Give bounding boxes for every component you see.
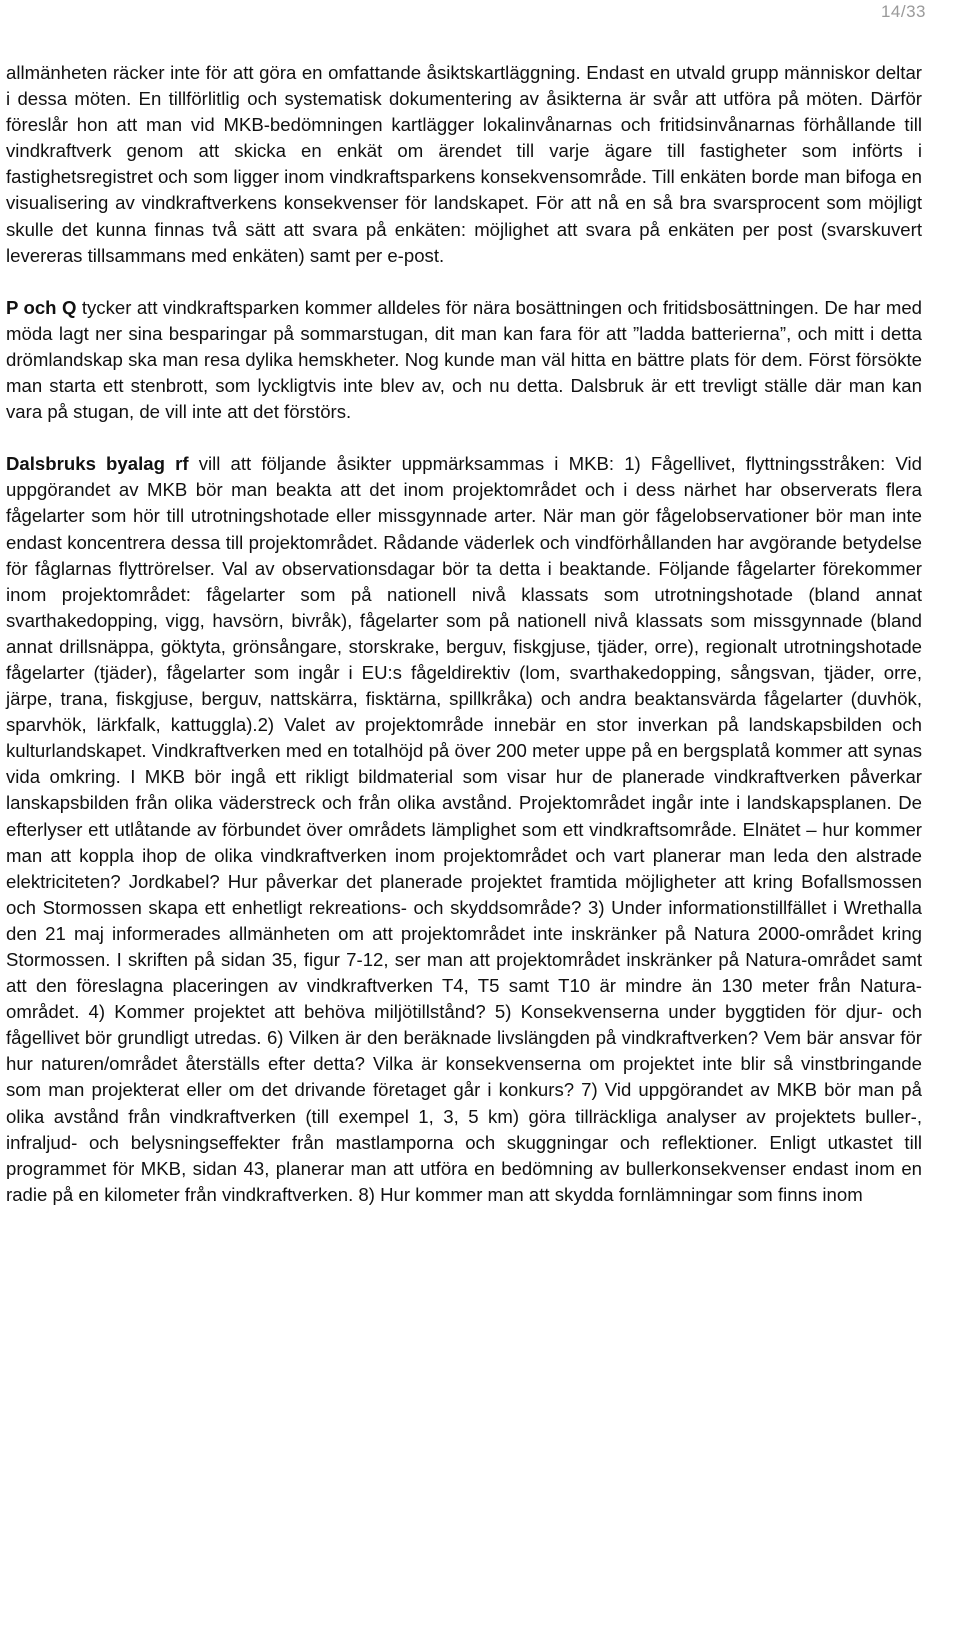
paragraph-text: allmänheten räcker inte för att göra en omfattande åsiktskartläggning. Endast en utvald grupp människor deltar i dessa möten. En tillförlitlig och systematisk dokumentering av åsikterna är svår att utföra på möten. Därför föreslår hon att man vid MKB-bedömningen kartlägger lokalinvånarnas och fritidsinvånarnas förhållande till vindkraftverk genom att skicka en enkät om ärendet till varje ägare till fastigheter som införts i fastighetsregistret och som ligger inom vindkraftsparkens konsekvensområde. Till enkäten borde man bifoga en visualisering av vindkraftverkens konsekvenser för landskapet. För att nå en så bra svarsprocent som möjligt skulle det kunna finnas två sätt att svara på enkäten: möjlighet att svara på enkäten per post (svarskuvert levereras tillsammans med enkäten) samt per e-post. [6, 62, 922, 266]
paragraph-public-participation [6, 60, 922, 269]
page-number: 14/33 [880, 2, 926, 21]
document-body [6, 60, 922, 1208]
paragraph-lead: P och Q [6, 296, 77, 318]
paragraph-text: vill att följande åsikter uppmärksammas i MKB: 1) Fågellivet, flyttningsstråken: Vid uppgörandet av MKB bör man beakta att det inom projektområdet och i dess närhet har observerats flera fågelarter som hör till utrotningshotade eller missgynnade arter. När man gör fågelobservationer bör man inte endast koncentrera dessa till projektområdet. Rådande väderlek och vindförhållanden har avgörande betydelse för fåglarnas flyttrörelser. Val av observationsdagar bör ta detta i beaktande. Följande fågelarter förekommer inom projektområdet: fågelarter som på nationell nivå klassats som utrotningshotade (bland annat svarthakedopping, vigg, havsörn, bivråk), fågelarter som på nationell nivå klassats som missgynnade (bland annat drillsnäppa, göktyta, grönsångare, storskrake, berguv, fiskgjuse, tjäder, orre), regionalt utrotningshotade fågelarter (tjäder), fågelarter som ingår i EU:s fågeldirektiv (lom, svarthakedopping, sångsvan, tjäder, orre, järpe, trana, fiskgjuse, berguv, nattskärra, fisktärna, spillkråka) och andra beaktansvärda fågelarter (duvhök, sparvhök, lärkfalk, kattuggla).2) Valet av projektområde innebär en stor inverkan på landskapsbilden och kulturlandskapet. Vindkraftverken med en totalhöjd på över 200 meter uppe på en bergsplatå kommer att synas vida omkring. I MKB bör ingå ett rikligt bildmaterial som visar hur de planerade vindkraftverken påverkar lanskapsbilden från olika väderstreck och från olika avstånd. Projektområdet ingår inte i landskapsplanen. De efterlyser ett utlåtande av förbundet över områdets lämplighet som ett vindkraftsområde. Elnätet – hur kommer man att koppla ihop de olika vindkraftverken inom projektområdet och vart planerar man leda den alstrade elektriciteten? Jordkabel? Hur påverkar det planerade projektet framtida möjligheter att kring Bofallsmossen och Stormossen skapa ett enhetligt rekreations- och skyddsområde? 3) Under informationstillfället i Wrethalla den 21 maj informerades allmänheten om att projektområdet inte inskränker på Natura 2000-området kring Stormossen. I skriften på sidan 35, figur 7-12, ser man att projektområdet inskränker på Natura-området samt att den föreslagna placeringen av vindkraftverken T4, T5 samt T10 är mindre än 130 meter från Natura-området. 4) Kommer projektet att behöva miljötillstånd? 5) Konsekvenserna under byggtiden för djur- och fågellivet bör grundligt utredas. 6) Vilken är den beräknade livslängden på vindkraftverken? Vem bär ansvar för hur naturen/området återställs efter detta? Vilka är konsekvenserna om projektet inte blir så vinstbringande som man projekterat eller om det drivande företaget går i konkurs? 7) Vid uppgörandet av MKB bör man på olika avstånd från vindkraftverken (till exempel 1, 3, 5 km) göra tillräckliga analyser av projektets buller-, infraljud- och belysningseffekter från mastlamporna och skuggningar och reflektioner. Enligt utkastet till programmet för MKB, sidan 43, planerar man att utföra en bedömning av bullerkonsekvenser endast inom en radie på en kilometer från vindkraftverken. 8) Hur kommer man att skydda fornlämningar som finns inom [6, 453, 922, 1205]
paragraph-p-and-q [6, 295, 922, 425]
paragraph-lead: Dalsbruks byalag rf [6, 453, 189, 475]
paragraph-text: tycker att vindkraftsparken kommer alldeles för nära bosättningen och fritidsbosättningen. De har med möda lagt ner sina besparingar på sommarstugan, dit man kan fara för att ”ladda batterierna”, och mitt i detta drömlandskap ska man resa dylika hemskheter. Nog kunde man väl hitta en bättre plats för dem. Först försökte man starta ett stenbrott, som lyckligtvis inte blev av, och nu detta. Dalsbruk är ett trevligt ställe där man kan vara på stugan, de vill inte att det förstörs. [6, 296, 922, 423]
paragraph-dalsbruks-byalag [6, 451, 922, 1208]
